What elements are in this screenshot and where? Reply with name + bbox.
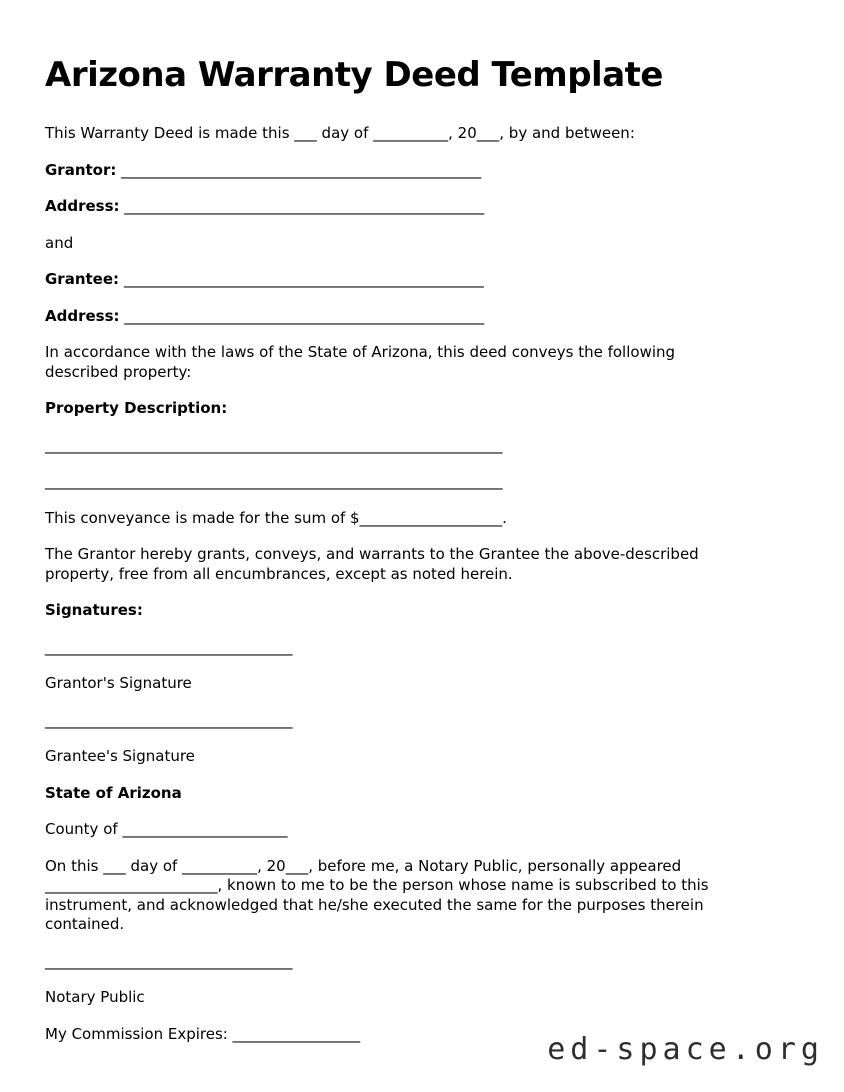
commission-prefix: My Commission Expires:	[45, 1024, 228, 1043]
grantee-signature-caption: Grantee's Signature	[45, 747, 195, 765]
grantor-blank-line: ________________________________________________	[121, 160, 482, 179]
grantor-address-label: Address:	[45, 197, 120, 215]
grantor-label: Grantor:	[45, 160, 117, 179]
conveyance-suffix: .	[502, 508, 507, 527]
signatures-label: Signatures:	[45, 601, 143, 619]
grant-clause-line: The Grantor hereby grants, conveys, and warrants to the Grantee the above-described	[45, 545, 699, 563]
state-label: State of Arizona	[45, 783, 182, 802]
property-blank-line-2: _____________________________________________________________	[45, 472, 503, 490]
page-title: Arizona Warranty Deed Template	[45, 55, 663, 95]
grantor-signature-caption: Grantor's Signature	[45, 674, 192, 692]
conveyance-row	[45, 509, 769, 529]
grantee-label: Grantee:	[45, 270, 120, 288]
notary-line: contained.	[45, 915, 125, 933]
commission-blank-line: _________________	[232, 1024, 361, 1043]
notary-line: instrument, and acknowledged that he/she executed the same for the purposes therein	[45, 895, 704, 914]
accordance-line: In accordance with the laws of the State of Arizona, this deed conveys the following	[45, 343, 676, 361]
grantor-signature-line: _________________________________	[45, 637, 293, 656]
conveyance-blank-line: ___________________	[359, 508, 503, 527]
grant-clause-line: property, free from all encumbrances, except as noted herein.	[45, 564, 513, 583]
notary-line: On this ___ day of __________, 20___, before me, a Notary Public, personally appeared	[45, 856, 682, 875]
grantor-address-blank-line: ________________________________________________	[124, 197, 485, 215]
county-blank-line: ______________________	[122, 820, 288, 838]
accordance-paragraph	[45, 343, 769, 382]
grantor-address-row	[45, 197, 769, 217]
accordance-line: described property:	[45, 362, 192, 381]
grantee-signature-line: _________________________________	[45, 710, 293, 729]
grant-clause-paragraph	[45, 545, 769, 584]
notary-signature-line: _________________________________	[45, 951, 293, 970]
grantor-row	[45, 161, 769, 181]
grantee-address-label: Address:	[45, 306, 120, 325]
grantee-blank-line: ________________________________________________	[123, 270, 484, 288]
property-blank-line-1: _____________________________________________________________	[45, 435, 503, 454]
conveyance-prefix: This conveyance is made for the sum of $	[45, 508, 360, 527]
property-description-label: Property Description:	[45, 399, 228, 417]
county-row	[45, 820, 769, 840]
grantee-address-blank-line: ________________________________________________	[124, 306, 485, 325]
conjunction-text: and	[45, 233, 74, 252]
intro-sentence: This Warranty Deed is made this ___ day of __________, 20___, by and between:	[45, 124, 635, 142]
grantee-address-row	[45, 307, 769, 327]
notary-line: _______________________, known to me to be the person whose name is subscribed to this	[45, 876, 709, 894]
county-prefix: County of	[45, 820, 118, 838]
site-watermark: ed-space.org	[547, 1032, 824, 1067]
grantee-row	[45, 270, 769, 290]
notary-signature-caption: Notary Public	[45, 988, 145, 1006]
notary-acknowledgment-paragraph	[45, 857, 769, 935]
